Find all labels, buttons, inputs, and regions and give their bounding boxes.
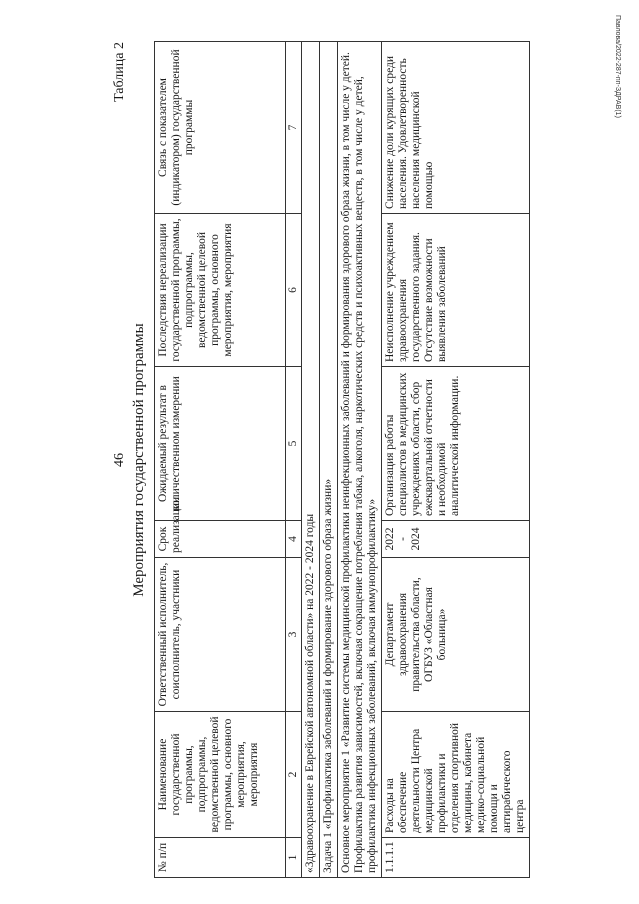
header-cell: Ответственный исполнитель, соисполнитель, участники [155,558,286,712]
table-header-row [155,42,286,878]
indicator-link: Снижение доли курящих среди населения. Удовлетворенность населения медицинской помощью [382,42,530,214]
expected-result: Организация работы специалистов в медицинских учреждениях области, сбор ежеквартальной отчетности и необходимой аналитической информации. [382,367,530,521]
main-activity-name: Основное мероприятие 1 «Развитие системы медицинской профилактики неинфекционных заболеваний и формирования здорового образа жизни, в том числе у детей. Профилактика развития зависимостей, включая сокращение потребления табака, алкоголя, наркотических средств и психоактивных веществ, в том числе у детей, профилактика инфекционных заболеваний, включая иммунопрофилактику» [338,42,382,878]
executor: Департамент здравоохранения правительства области, ОГБУЗ «Областная больница» [382,558,530,712]
header-cell: Связь с показателем (индикатором) государственной программы [155,42,286,214]
column-number-row [286,42,302,878]
header-cell: Последствия нереализации государственной программы, подпрограммы, ведомственной целевой программы, основного мероприятия, мероприятия [155,214,286,367]
header-cell: № п/п [155,838,286,878]
header-cell: Наименование государственной программы, подпрограммы, ведомственной целевой программы, основного мероприятия, мероприятия [155,712,286,838]
column-number: 6 [286,214,302,367]
activities-table [154,41,530,878]
program-name: «Здравоохранение в Еврейской автономной области» на 2022 - 2024 годы [302,42,320,878]
rotated-page [112,42,606,878]
main-activity-row [338,42,382,878]
task-name: Задача 1 «Профилактика заболеваний и формирование здорового образа жизни» [320,42,338,878]
header-cell: Срок реализации [155,521,286,558]
page-number: 46 [112,453,127,467]
column-number: 3 [286,558,302,712]
table-label: Таблица 2 [112,42,127,102]
column-number: 1 [286,838,302,878]
period: 2022 - 2024 [382,521,530,558]
column-number: 5 [286,367,302,521]
header-cell: Ожидаемый результат в количественном измерении [155,367,286,521]
document-footer-code: Павлова/2022-287-пп-ЗДРАВ(1) [614,15,621,118]
page-title: Мероприятия государственной программы [131,323,147,597]
column-number: 4 [286,521,302,558]
column-number: 7 [286,42,302,214]
activity-name: Расходы на обеспечение деятельности Центра медицинской профилактики и отделения спортивной медицины, кабинета медико-социальной помощи и антирабического центра [382,712,530,838]
column-number: 2 [286,712,302,838]
table-row [382,42,530,878]
row-number: 1.1.1.1 [382,838,530,878]
program-row [302,42,320,878]
consequences: Неисполнение учреждением здравоохранения государственного задания. Отсутствие возможности выявления заболеваний [382,214,530,367]
task-row [320,42,338,878]
